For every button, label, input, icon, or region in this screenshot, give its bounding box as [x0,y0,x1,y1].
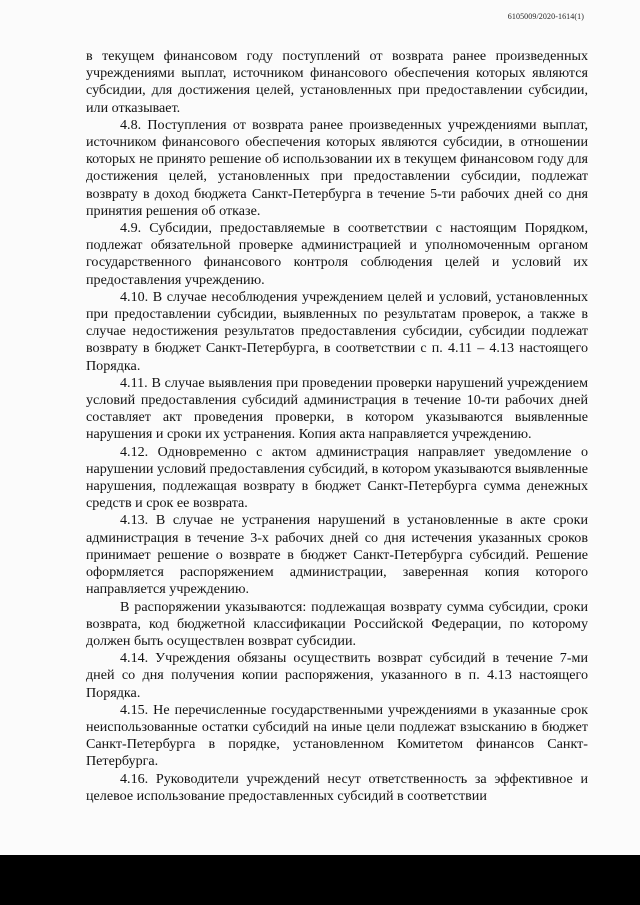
paragraph-4-13-order: В распоряжении указываются: подлежащая возврату сумма субсидии, сроки возврата, код бюджетной классификации Российской Федерации, по которому должен быть осуществлен возврат субсидии. [86,598,588,649]
paragraph-4-16: 4.16. Руководители учреждений несут ответственность за эффективное и целевое использование предоставленных субсидий в соответствии [86,770,588,804]
paragraph-4-11: 4.11. В случае выявления при проведении проверки нарушений учреждением условий предоставления субсидий администрация в течение 10-ти рабочих дней составляет акт проведения проверки, в котором указываются выявленные нарушения и сроки их устранения. Копия акта направляется учреждению. [86,374,588,443]
paragraph-4-15: 4.15. Не перечисленные государственными учреждениями в указанные срок неиспользованные остатки субсидий на иные цели подлежат взысканию в бюджет Санкт-Петербурга в порядке, установленном Комитетом финансов Санкт-Петербурга. [86,701,588,770]
scan-bottom-border [0,855,640,905]
paragraph-4-10: 4.10. В случае несоблюдения учреждением целей и условий, установленных при предоставлении субсидии, выявленных по результатам проверок, а также в случае недостижения результатов предоставления субсидии, субсидии подлежат возврату в бюджет Санкт-Петербурга, в соответствии с п. 4.11 – 4.13 настоящего Порядка. [86,288,588,374]
paragraph-4-13: 4.13. В случае не устранения нарушений в установленные в акте сроки администрация в течение 3-х рабочих дней со дня истечения указанных сроков принимает решение о возврате в бюджет Санкт-Петербурга субсидий. Решение оформляется распоряжением администрации, заверенная копия которого направляется учреждению. [86,512,588,598]
document-number: 6105009/2020-1614(1) [507,12,584,21]
paragraph-4-8: 4.8. Поступления от возврата ранее произведенных учреждениями выплат, источником финансового обеспечения которых являются субсидии, в отношении которых не принято решение об использовании их в текущем финансовом году для достижения целей, установленных при предоставлении субсидии, подлежат возврату в доход бюджета Санкт-Петербурга в течение 5-ти рабочих дней со дня принятия решения об отказе. [86,116,588,219]
paragraph-continuation: в текущем финансовом году поступлений от возврата ранее произведенных учреждениями выплат, источником финансового обеспечения которых являются субсидии, для достижения целей, установленных при предоставлении субсидии, или отказывает. [86,48,588,116]
paragraph-4-14: 4.14. Учреждения обязаны осуществить возврат субсидий в течение 7-ми дней со дня получения копии распоряжения, указанного в п. 4.13 настоящего Порядка. [86,650,588,701]
document-body [86,48,588,805]
paragraph-4-12: 4.12. Одновременно с актом администрация направляет уведомление о нарушении условий предоставления субсидий, в котором указываются выявленные нарушения, подлежащая возврату в бюджет Санкт-Петербурга сумма денежных средств и срок ее возврата. [86,443,588,512]
paragraph-4-9: 4.9. Субсидии, предоставляемые в соответствии с настоящим Порядком, подлежат обязательной проверке администрацией и уполномоченным органом государственного финансового контроля соблюдения целей и условий их предоставления учреждению. [86,220,588,288]
